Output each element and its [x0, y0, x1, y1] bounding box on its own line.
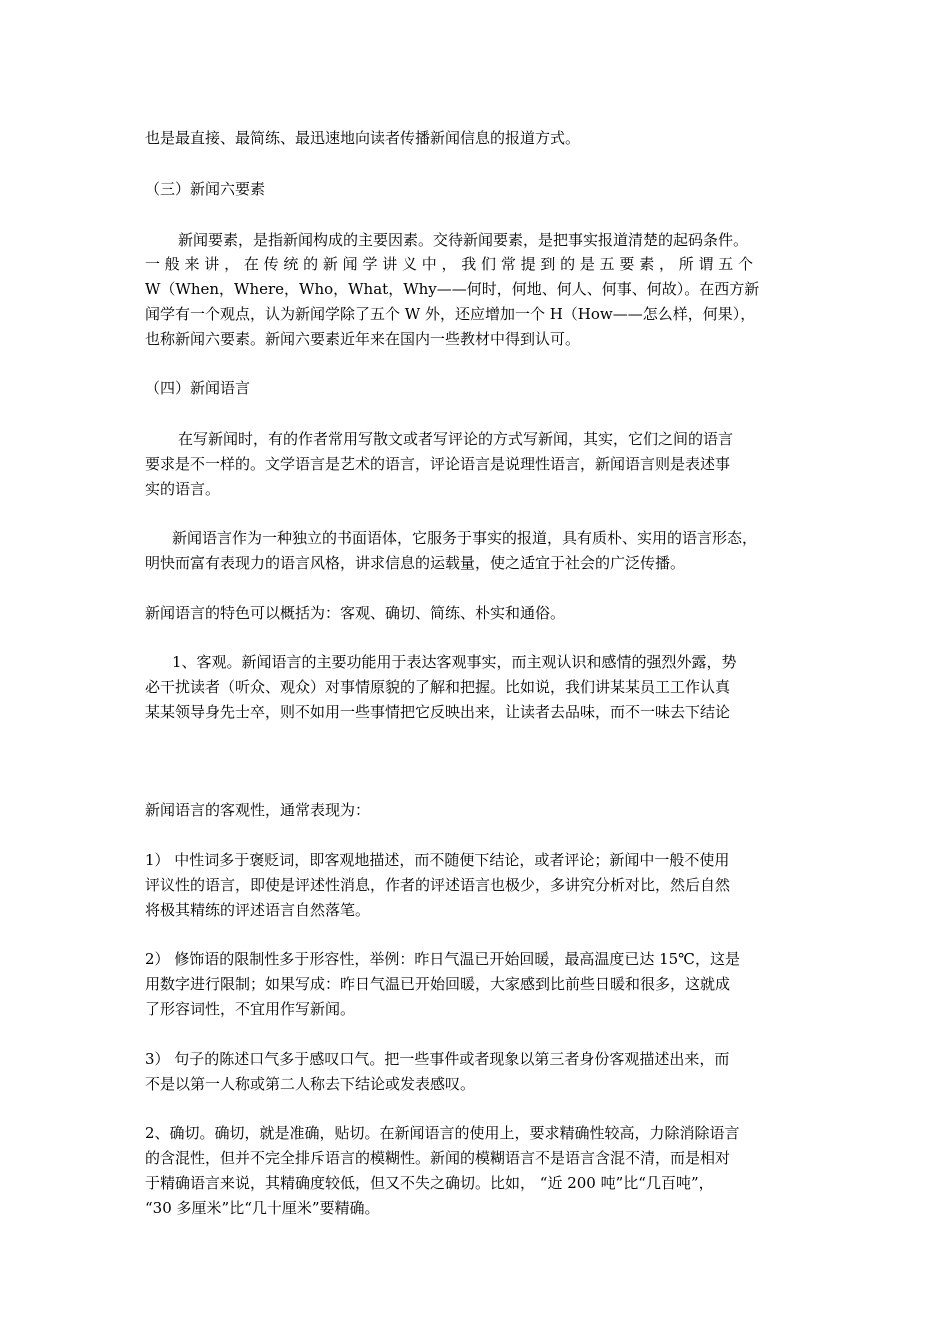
- section-heading: （三）新闻六要素: [145, 180, 266, 198]
- body-line: 也称新闻六要素。新闻六要素近年来在国内一些教材中得到认可。: [145, 330, 581, 348]
- list-item-line: 评议性的语言，即使是评述性消息，作者的评述语言也极少，多讲究分析对比，然后自然: [145, 876, 731, 894]
- list-item-line: 1） 中性词多于褒贬词，即客观地描述，而不随便下结论，或者评论；新闻中一般不使用: [145, 851, 730, 869]
- body-line: 在写新闻时，有的作者常用写散文或者写评论的方式写新闻，其实，它们之间的语言: [178, 430, 734, 448]
- body-line: 闻学有一个观点，认为新闻学除了五个 W 外，还应增加一个 H（How——怎么样，何果），: [145, 305, 756, 323]
- list-item-line: 将极其精练的评述语言自然落笔。: [145, 901, 371, 919]
- body-line: 新闻语言作为一种独立的书面语体，它服务于事实的报道，具有质朴、实用的语言形态，: [172, 529, 758, 547]
- body-line: 2、确切。确切，就是准确，贴切。在新闻语言的使用上，要求精确性较高，力除消除语言: [145, 1124, 740, 1142]
- body-line: 一 般 来 讲 ， 在 传 统 的 新 闻 学 讲 义 中 ， 我 们 常 提 到 的 是 五 要 素 ， 所 谓 五 个: [145, 255, 754, 273]
- body-line: 某某领导身先士卒，则不如用一些事情把它反映出来，让读者去品味，而不一味去下结论: [145, 703, 731, 721]
- body-line: 新闻语言的特色可以概括为：客观、确切、简练、朴实和通俗。: [145, 604, 566, 622]
- body-line: 新闻要素，是指新闻构成的主要因素。交待新闻要素，是把事实报道清楚的起码条件。: [178, 231, 749, 249]
- body-line: “30 多厘米”比“几十厘米”要精确。: [145, 1199, 380, 1217]
- body-line: 于精确语言来说，其精确度较低，但又不失之确切。比如， “近 200 吨”比“几百吨”，: [145, 1174, 714, 1192]
- list-item-line: 2） 修饰语的限制性多于形容性，举例：昨日气温已开始回暖，最高温度已达 15℃，这是: [145, 950, 740, 968]
- list-item-line: 不是以第一人称或第二人称去下结论或发表感叹。: [145, 1075, 476, 1093]
- list-item-line: 3） 句子的陈述口气多于感叹口气。把一些事件或者现象以第三者身份客观描述出来，而: [145, 1050, 730, 1068]
- body-line: 必干扰读者（听众、观众）对事情原貌的了解和把握。比如说，我们讲某某员工工作认真: [145, 678, 731, 696]
- body-line: 也是最直接、最简练、最迅速地向读者传播新闻信息的报道方式。: [145, 129, 581, 147]
- body-line: 明快而富有表现力的语言风格，讲求信息的运载量，使之适宜于社会的广泛传播。: [145, 554, 686, 572]
- body-line: W（When，Where，Who，What，Why——何时，何地、何人、何事、何故）。在西方新: [145, 280, 760, 298]
- body-line: 的含混性，但并不完全排斥语言的模糊性。新闻的模糊语言不是语言含混不清，而是相对: [145, 1149, 731, 1167]
- section-heading: （四）新闻语言: [145, 379, 251, 397]
- list-item-line: 了形容词性，不宜用作写新闻。: [145, 1000, 356, 1018]
- body-line: 1、客观。新闻语言的主要功能用于表达客观事实，而主观认识和感情的强烈外露，势: [172, 653, 737, 671]
- body-line: 实的语言。: [145, 480, 221, 498]
- body-line: 新闻语言的客观性，通常表现为：: [145, 801, 371, 819]
- list-item-line: 用数字进行限制；如果写成：昨日气温已开始回暖，大家感到比前些日暖和很多，这就成: [145, 975, 731, 993]
- body-line: 要求是不一样的。文学语言是艺术的语言，评论语言是说理性语言，新闻语言则是表述事: [145, 455, 731, 473]
